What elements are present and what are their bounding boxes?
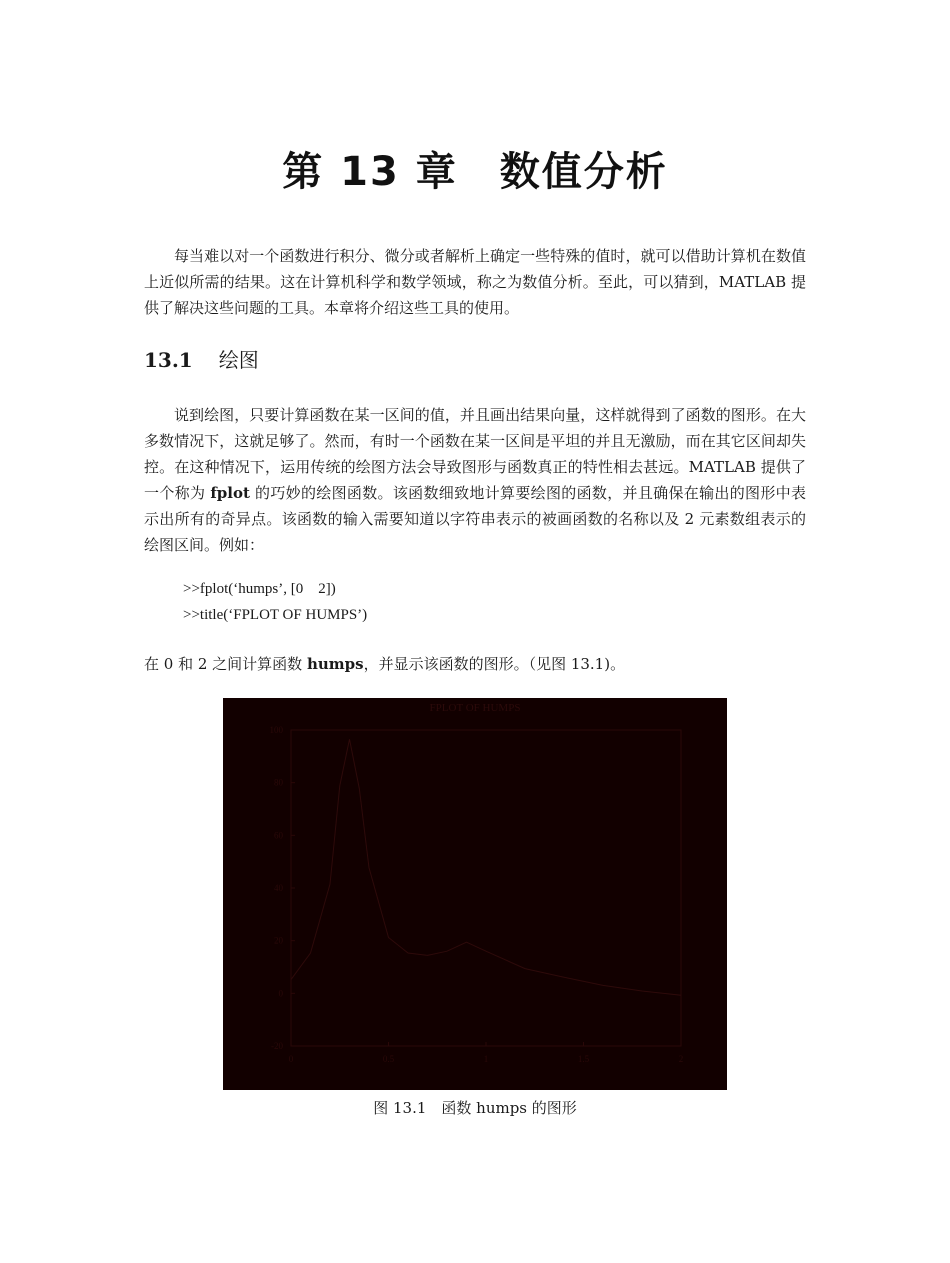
figure-caption: 图 13.1 函数 humps 的图形 [373, 1099, 577, 1117]
fplot-keyword: fplot [210, 484, 250, 502]
y-tick-label: 0 [278, 988, 283, 999]
y-tick-label: 100 [269, 725, 283, 735]
x-tick-label: 0 [288, 1054, 294, 1064]
result-paragraph [144, 651, 806, 677]
intro-paragraph: 每当难以对一个函数进行积分、微分或者解析上确定一些特殊的值时，就可以借助计算机在数值上近似所需的结果。这在计算机科学和数学领域，称之为数值分析。至此，可以猜到，MATLAB 提供了解决这些问题的工具。本章将介绍这些工具的使用。 [144, 247, 806, 317]
section-heading [144, 344, 259, 373]
x-tick-label: 0.5 [382, 1054, 395, 1064]
y-tick-label: 20 [274, 935, 283, 946]
plot-frame [291, 730, 681, 1046]
result-text-1: 在 0 和 2 之间计算函数 [144, 655, 307, 673]
x-tick-label: 2 [678, 1054, 684, 1064]
body-text-1: 说到绘图，只要计算函数在某一区间的值，并且画出结果向量，这样就得到了函数的图形。在大多数情况下，这就足够了。然而，有时一个函数在某一区间是平坦的并且无激励，而在其它区间却失控。在这种情况下，运用传统的绘图方法会导致图形与函数真正的特性相去甚远。MATLAB 提供了一个称为 [144, 406, 806, 502]
code-line-1: >>fplot(‘humps’, [0 2]) [183, 581, 336, 597]
section-number: 13.1 [144, 348, 193, 372]
chart-title: FPLOT OF HUMPS [429, 702, 521, 714]
y-tick-label: 60 [274, 830, 283, 841]
body-text-2: 的巧妙的绘图函数。该函数细致地计算要绘图的函数，并且确保在输出的图形中表示出所有的奇异点。该函数的输入需要知道以字符串表示的被画函数的名称以及 2 元素数组表示的绘图区间。例如： [144, 484, 806, 554]
figure-13-1 [223, 698, 727, 1090]
chapter-title: 第 13 章 数值分析 [282, 149, 668, 195]
x-tick-label: 1 [483, 1054, 489, 1064]
code-line-2: >>title(‘FPLOT OF HUMPS’) [183, 607, 368, 623]
y-tick-label: 40 [274, 883, 283, 893]
section-title: 绘图 [218, 348, 259, 372]
y-tick-label: 80 [274, 777, 283, 788]
body-paragraph [144, 402, 806, 558]
y-tick-label: -20 [271, 1041, 283, 1051]
x-tick-label: 1.5 [577, 1054, 590, 1064]
humps-keyword: humps [306, 655, 364, 673]
humps-chart [223, 698, 727, 1090]
result-text-2: ，并显示该函数的图形。（见图 13.1)。 [363, 655, 626, 673]
humps-curve [291, 739, 681, 995]
